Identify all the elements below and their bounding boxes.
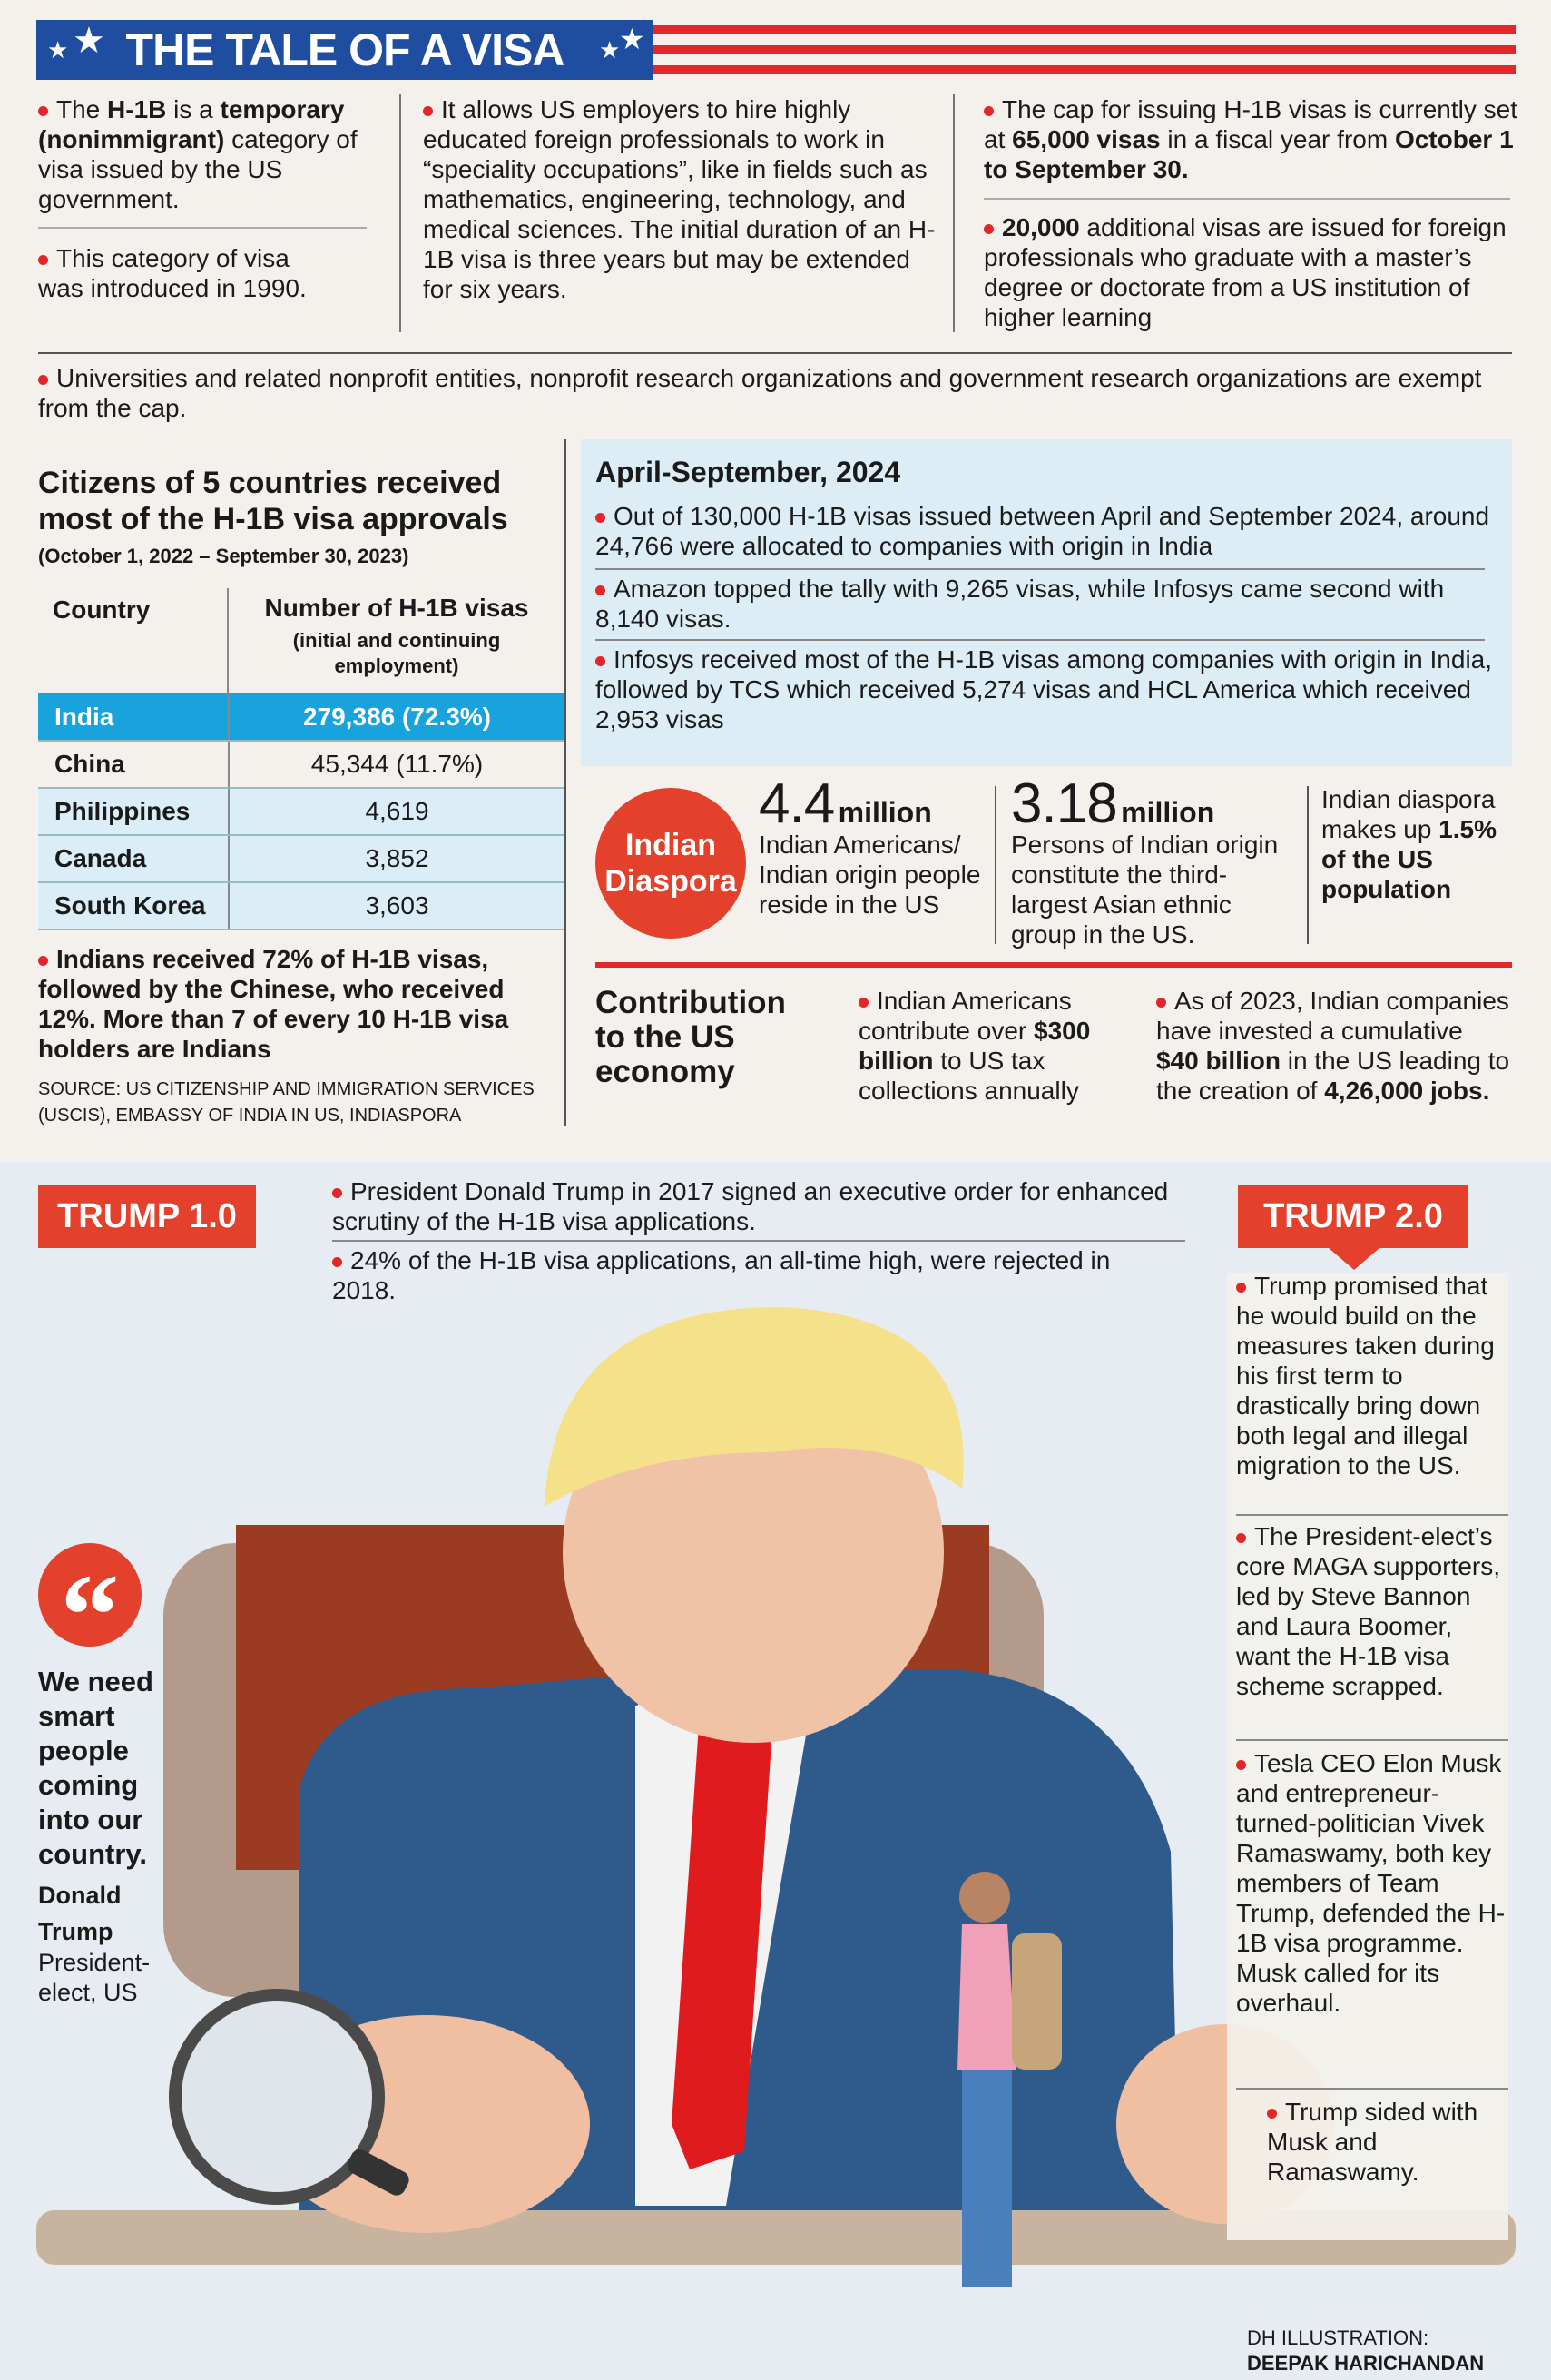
countries-table [38,693,564,930]
diaspora-stat-4-4-text: Indian Americans/ Indian origin people reside in the US [759,831,981,919]
april-sept-title: April-September, 2024 [595,456,901,488]
economy-tax: Indian Americans contribute over $300 billion to US tax collections annually [859,987,1091,1105]
quote-mark-icon: “ [38,1543,142,1647]
intro-introduced-1990: This category of visa was introduced in 1990. [38,244,307,302]
flag-stripe [653,65,1516,74]
red-divider [595,962,1512,968]
flag-stripe [653,45,1516,54]
star-icon: ★ [73,21,105,61]
col-country-header: Country [53,595,151,624]
page-title: THE TALE OF A VISA [125,25,564,75]
diaspora-stat-4-4: 4.4 million [759,772,932,835]
intro-cap: The cap for issuing H-1B visas is currently set at 65,000 visas in a fiscal year from October 1 to September 30. [984,95,1517,183]
countries-title: Citizens of 5 countries received most of the H-1B visa approvals [38,466,508,536]
trump-1-bullet: 24% of the H-1B visa applications, an all-time high, were rejected in 2018. [332,1246,1111,1304]
intro-additional-visas: 20,000 additional visas are issued for foreign professionals who graduate with a master’s degree or doctorate from a US institution of higher learning [984,213,1507,331]
trump-1-bullet: President Donald Trump in 2017 signed an executive order for enhanced scrutiny of the H-1B visa applications. [332,1177,1169,1235]
diaspora-stat-3-18: 3.18 million [1011,772,1215,835]
col-number-header: Number of H-1B visas [264,594,529,622]
quote-role: President-elect, US [38,1949,151,2006]
table-row: Philippines 4,619 [38,788,564,835]
table-row: India 279,386 (72.3%) [38,693,564,741]
april-sept-bullet: Amazon topped the tally with 9,265 visas, while Infosys came second with 8,140 visas. [595,575,1445,633]
countries-note: Indians received 72% of H-1B visas, followed by the Chinese, who received 12%. More than 7 of every 10 H-1B visa holders are Indians [38,945,509,1063]
table-row: China 45,344 (11.7%) [38,741,564,788]
source-note: SOURCE: US CITIZENSHIP AND IMMIGRATION SERVICES (USCIS), EMBASSY OF INDIA IN US, INDIASPORA [38,1079,535,1126]
trump-2-bullet: Trump sided with Musk and Ramaswamy. [1267,2098,1478,2186]
april-sept-bullet: Infosys received most of the H-1B visas among companies with origin in India, followed by TCS which received 5,274 visas and HCL America which received 2,953 visas [595,645,1493,733]
indian-diaspora-badge: Indian Diaspora [595,788,746,939]
illustration-credit: DH ILLUSTRATION: DEEPAK HARICHANDAN [1247,2326,1485,2375]
intro-employers: It allows US employers to hire highly educated foreign professionals to work in “speciality occupations”, like in fields such as mathematics, engineering, technology, and medical sciences. The initial duration of an H-1B visa is three years but may be extended for six years. [423,95,936,303]
economy-investment: As of 2023, Indian companies have invested a cumulative $40 billion in the US leading to the creation of 4,26,000 jobs. [1156,987,1510,1105]
countries-period: (October 1, 2022 – September 30, 2023) [38,545,409,567]
col-number-subheader: (initial and continuing employment) [292,629,501,677]
quote-text: We need smart people coming into our country. [38,1666,153,1870]
trump-2-bullet: Tesla CEO Elon Musk and entrepreneur-turned-politician Vivek Ramaswamy, both key members of Team Trump, defended the H-1B visa programme. Musk called for its overhaul. [1236,1749,1506,2017]
star-icon: ★ [619,23,645,55]
diaspora-stat-3-18-text: Persons of Indian origin constitute the third-largest Asian ethnic group in the US. [1011,831,1279,949]
quote-author: Donald Trump [38,1882,122,1945]
table-row: South Korea 3,603 [38,882,564,929]
trump-1-tag: TRUMP 1.0 [38,1185,256,1248]
trump-2-tag: TRUMP 2.0 [1238,1185,1468,1248]
star-icon: ★ [599,36,621,64]
diaspora-stat-population: Indian diaspora makes up 1.5% of the US population [1321,785,1497,903]
intro-h1b-definition: The H-1B is a temporary (nonimmigrant) category of visa issued by the US government. [38,95,358,213]
star-icon: ★ [47,36,69,64]
trump-2-bullet: The President-elect’s core MAGA supporters, led by Steve Bannon and Laura Boomer, want the H-1B visa scheme scrapped. [1236,1522,1501,1700]
intro-exempt: Universities and related nonprofit entities, nonprofit research organizations and government research organizations are exempt from the cap. [38,364,1482,422]
economy-title: Contribution to the US economy [595,985,786,1089]
trump-2-bullet: Trump promised that he would build on the measures taken during his first term to drastically bring down both legal and illegal migration to the US. [1236,1272,1495,1480]
april-sept-bullet: Out of 130,000 H-1B visas issued between April and September 2024, around 24,766 were allocated to companies with origin in India [595,502,1490,560]
flag-stripe [653,25,1516,34]
trump-2-tag-pointer [1329,1248,1379,1270]
table-row: Canada 3,852 [38,835,564,882]
